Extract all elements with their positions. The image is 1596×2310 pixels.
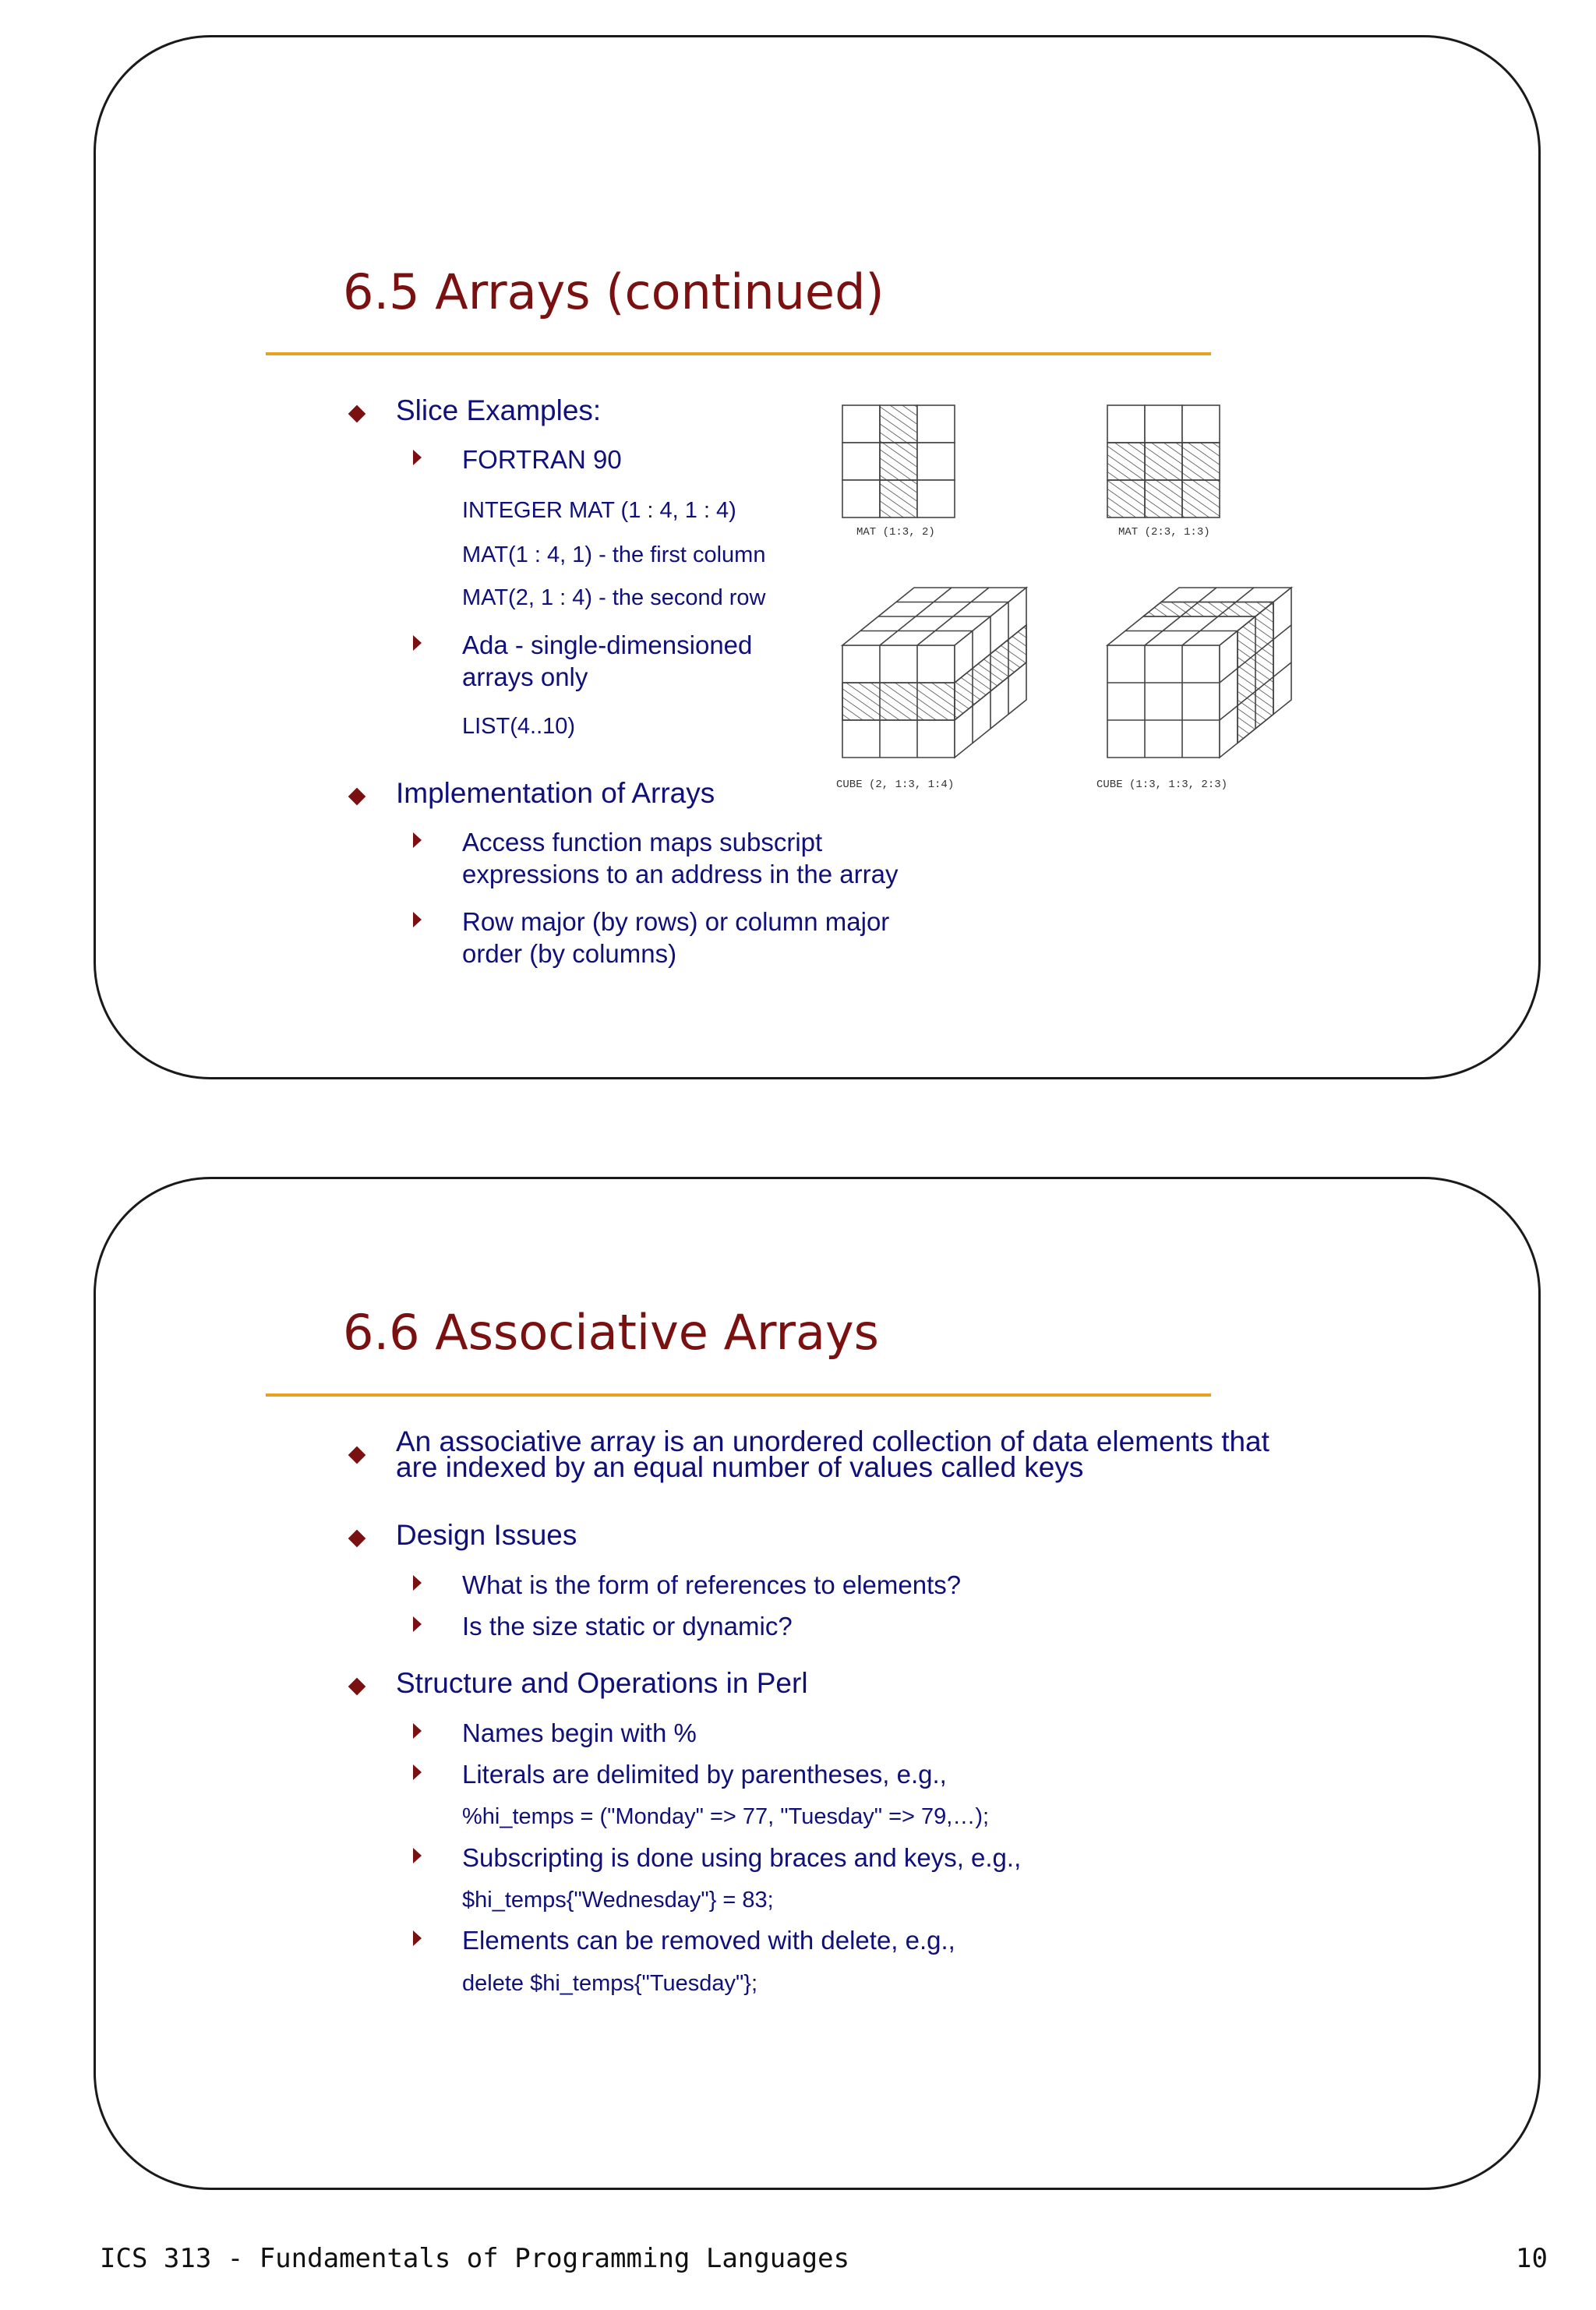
definition-line1: An associative array is an unordered collection of data elements that [396, 1425, 1269, 1457]
code-list: LIST(4..10) [462, 714, 576, 739]
item-delete: Elements can be removed with delete, e.g., [462, 1926, 955, 1955]
slide-associative-arrays [94, 1177, 1541, 2190]
diamond-bullet-icon [348, 405, 366, 423]
footer-page-number: 10 [1516, 2243, 1548, 2274]
arrow-bullet-icon [413, 1616, 422, 1632]
item-subscripting: Subscripting is done using braces and keys, e.g., [462, 1843, 1022, 1872]
item-literals: Literals are delimited by parentheses, e.g., [462, 1760, 947, 1789]
label-mat-rows: MAT (2:3, 1:3) [1118, 526, 1210, 539]
arrow-bullet-icon [413, 1930, 422, 1946]
title-underline [266, 352, 1211, 355]
slide-title: 6.5 Arrays (continued) [343, 263, 885, 320]
title-underline [266, 1393, 1211, 1397]
code-delete: delete $hi_temps{"Tuesday"}; [462, 1971, 758, 1996]
item-perl: Structure and Operations in Perl [396, 1667, 808, 1699]
diamond-bullet-icon [348, 1446, 366, 1464]
arrow-bullet-icon [413, 1848, 422, 1863]
slide-title: 6.6 Associative Arrays [343, 1304, 879, 1361]
item-row-line1: Row major (by rows) or column major [462, 907, 890, 936]
arrow-bullet-icon [413, 1723, 422, 1739]
arrow-bullet-icon [413, 912, 422, 927]
item-access-line2: expressions to an address in the array [462, 860, 899, 888]
definition-line2: are indexed by an equal number of values called keys [396, 1451, 1084, 1483]
arrow-bullet-icon [413, 1575, 422, 1591]
arrow-bullet-icon [413, 1764, 422, 1780]
diamond-bullet-icon [348, 1678, 366, 1696]
cube-slice-diagram-1 [842, 588, 1026, 758]
footer-course: ICS 313 - Fundamentals of Programming Languages [100, 2243, 850, 2274]
cube-slice-diagram-2 [1107, 588, 1291, 758]
mat-column-diagram [842, 405, 955, 517]
arrow-bullet-icon [413, 832, 422, 848]
code-integer-mat: INTEGER MAT (1 : 4, 1 : 4) [462, 498, 736, 523]
diamond-bullet-icon [348, 788, 366, 806]
item-row-line2: order (by columns) [462, 939, 677, 968]
code-subscript: $hi_temps{"Wednesday"} = 83; [462, 1888, 774, 1913]
diamond-bullet-icon [348, 1530, 366, 1548]
item-design-issues: Design Issues [396, 1519, 577, 1551]
arrow-bullet-icon [413, 635, 422, 651]
label-cube-2: CUBE (1:3, 1:3, 2:3) [1096, 779, 1228, 791]
item-question-references: What is the form of references to elements? [462, 1570, 962, 1599]
label-cube-1: CUBE (2, 1:3, 1:4) [836, 779, 955, 791]
code-hash-literal: %hi_temps = ("Monday" => 77, "Tuesday" => 79,…); [462, 1804, 990, 1829]
label-mat-column: MAT (1:3, 2) [856, 526, 935, 539]
item-question-size: Is the size static or dynamic? [462, 1612, 793, 1641]
item-implementation: Implementation of Arrays [396, 777, 715, 809]
code-second-row: MAT(2, 1 : 4) - the second row [462, 585, 766, 610]
item-ada-line1: Ada - single-dimensioned [462, 630, 753, 659]
slide-arrays-continued [94, 35, 1541, 1079]
item-names: Names begin with % [462, 1718, 697, 1747]
item-slice-examples: Slice Examples: [396, 394, 602, 426]
slice-diagrams [805, 380, 1428, 832]
code-first-column: MAT(1 : 4, 1) - the first column [462, 542, 766, 567]
item-fortran: FORTRAN 90 [462, 445, 622, 474]
mat-rows-diagram [1107, 405, 1220, 517]
item-access-line1: Access function maps subscript [462, 828, 823, 857]
item-definition [396, 1425, 1269, 1483]
item-ada-line2: arrays only [462, 662, 588, 691]
arrow-bullet-icon [413, 450, 422, 465]
